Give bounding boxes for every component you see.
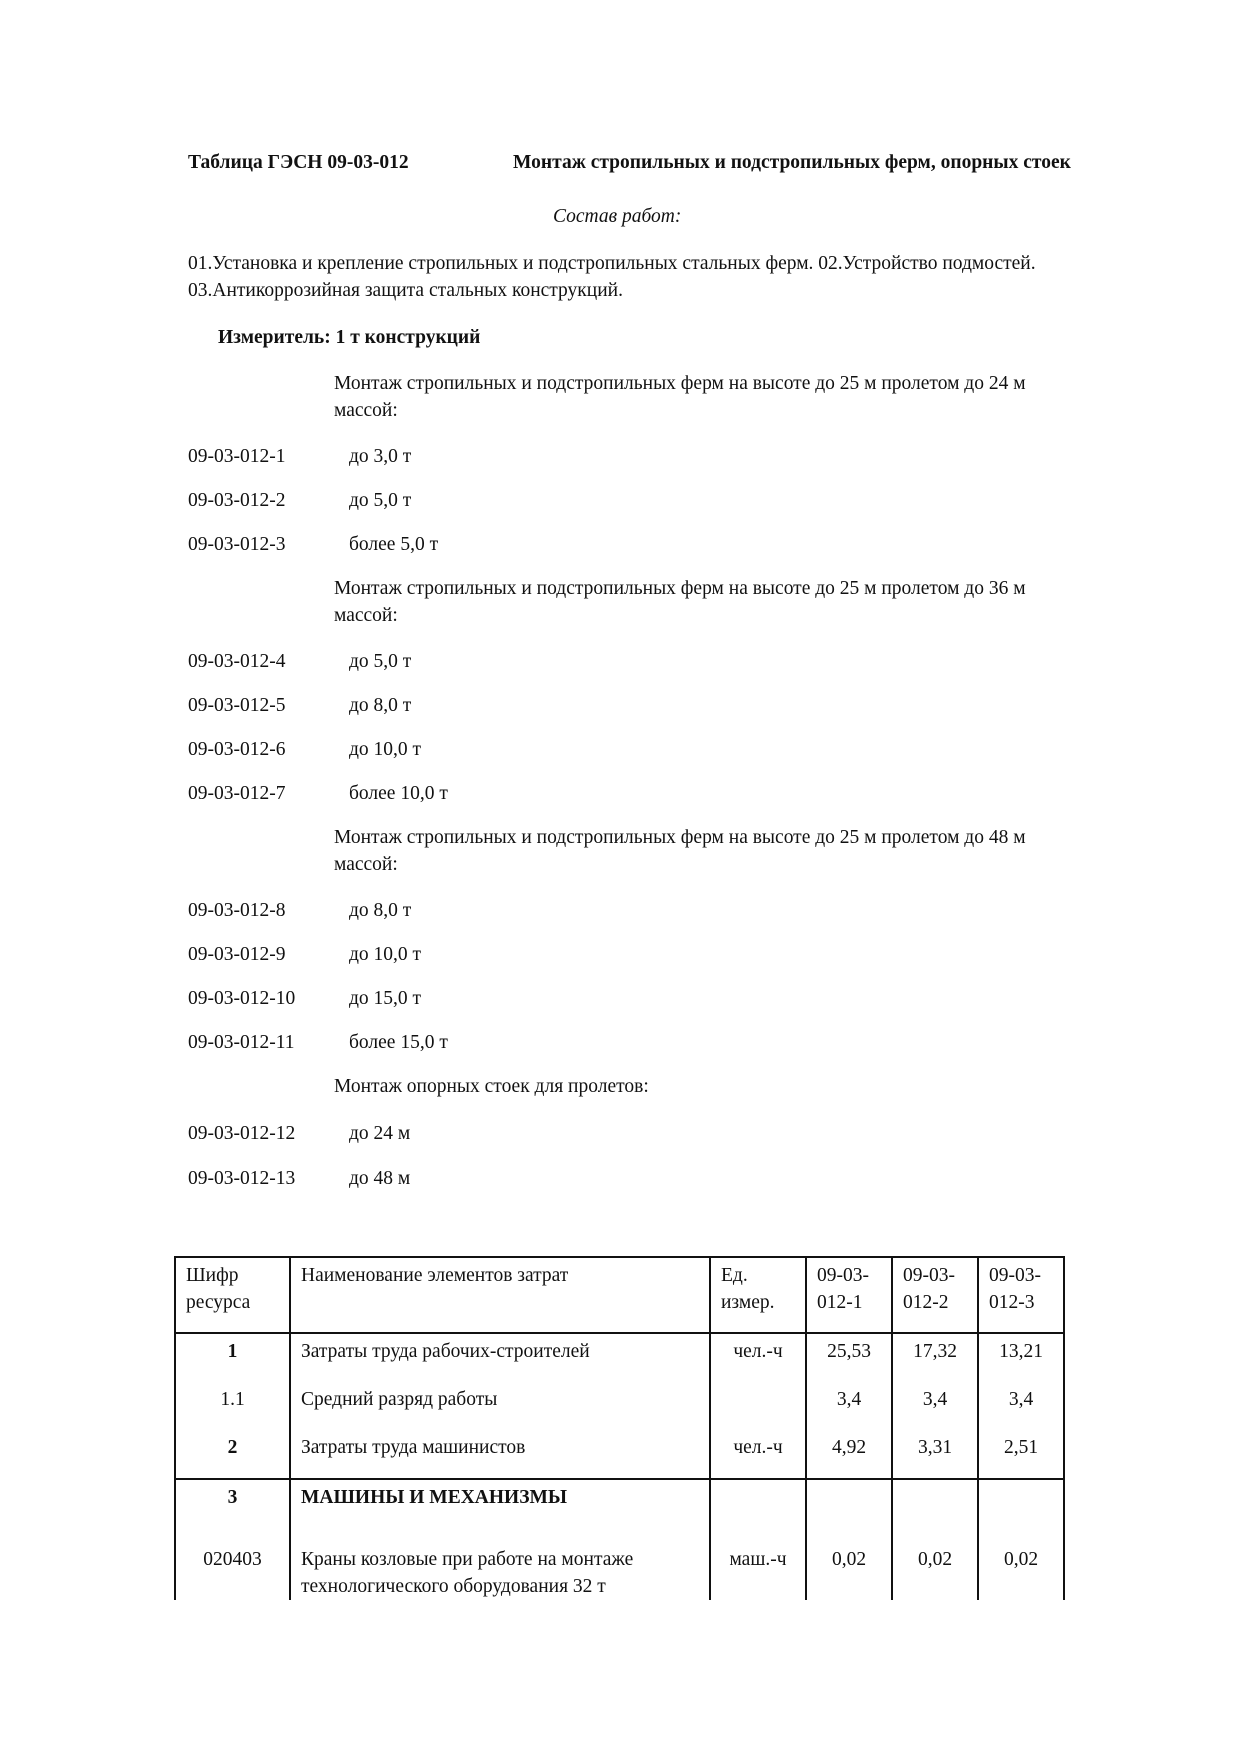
item-code: 09-03-012-12 [188, 1123, 296, 1144]
value-cell: 3,31 [892, 1430, 978, 1479]
item-code: 09-03-012-2 [188, 490, 286, 511]
item-code: 09-03-012-4 [188, 651, 286, 672]
table-header-row [175, 1257, 1064, 1333]
value-cell: 0,02 [978, 1528, 1064, 1616]
item-desc: до 24 м [349, 1123, 411, 1144]
item-desc: до 10,0 т [349, 944, 422, 965]
item-code: 09-03-012-5 [188, 695, 286, 716]
item-desc: более 5,0 т [349, 534, 439, 555]
value-cell [892, 1479, 978, 1528]
column-header: 09-03-012-3 [978, 1257, 1064, 1333]
item-desc: до 8,0 т [349, 900, 412, 921]
page-bottom-margin [0, 1600, 1240, 1760]
value-cell: 0,02 [806, 1528, 892, 1616]
column-header: 09-03-012-1 [806, 1257, 892, 1333]
composition-label: Состав работ: [553, 206, 682, 227]
resource-name: Краны козловые при работе на монтаже технологического оборудования 32 т [290, 1528, 710, 1616]
resource-name: Затраты труда рабочих-строителей [290, 1333, 710, 1382]
value-cell: 25,53 [806, 1333, 892, 1382]
resource-code: 1.1 [175, 1382, 290, 1430]
item-code: 09-03-012-6 [188, 739, 286, 760]
item-desc: до 5,0 т [349, 651, 412, 672]
resource-unit: чел.-ч [710, 1430, 806, 1479]
value-cell [978, 1479, 1064, 1528]
group-title: Монтаж стропильных и подстропильных ферм на высоте до 25 м пролетом до 48 м массой: [334, 827, 1026, 875]
value-cell [806, 1479, 892, 1528]
item-desc: более 15,0 т [349, 1032, 448, 1053]
value-cell: 13,21 [978, 1333, 1064, 1382]
item-code: 09-03-012-8 [188, 900, 286, 921]
table-row [175, 1333, 1064, 1382]
item-desc: до 15,0 т [349, 988, 422, 1009]
column-header: 09-03-012-2 [892, 1257, 978, 1333]
table-row [175, 1479, 1064, 1528]
item-code: 09-03-012-10 [188, 988, 296, 1009]
table-row [175, 1382, 1064, 1430]
item-desc: до 10,0 т [349, 739, 422, 760]
item-code: 09-03-012-1 [188, 446, 286, 467]
resource-code: 3 [175, 1479, 290, 1528]
item-code: 09-03-012-11 [188, 1032, 295, 1053]
item-code: 09-03-012-13 [188, 1168, 296, 1189]
resource-code: 2 [175, 1430, 290, 1479]
measure-unit: Измеритель: 1 т конструкций [218, 327, 481, 348]
value-cell: 2,51 [978, 1430, 1064, 1479]
item-desc: до 8,0 т [349, 695, 412, 716]
value-cell: 3,4 [892, 1382, 978, 1430]
document-title: Монтаж стропильных и подстропильных ферм, опорных стоек [513, 152, 1071, 173]
item-desc: более 10,0 т [349, 783, 448, 804]
table-id: Таблица ГЭСН 09-03-012 [188, 152, 409, 173]
column-header: Шифр ресурса [175, 1257, 290, 1333]
value-cell: 4,92 [806, 1430, 892, 1479]
resource-unit [710, 1479, 806, 1528]
resource-name: Средний разряд работы [290, 1382, 710, 1430]
item-code: 09-03-012-7 [188, 783, 286, 804]
resource-code: 020403 [175, 1528, 290, 1616]
item-desc: до 3,0 т [349, 446, 412, 467]
item-code: 09-03-012-9 [188, 944, 286, 965]
group-title: Монтаж стропильных и подстропильных ферм на высоте до 25 м пролетом до 24 м массой: [334, 373, 1026, 421]
resource-unit: маш.-ч [710, 1528, 806, 1616]
value-cell: 3,4 [806, 1382, 892, 1430]
value-cell: 0,02 [892, 1528, 978, 1616]
section-title: МАШИНЫ И МЕХАНИЗМЫ [290, 1479, 710, 1528]
value-cell: 3,4 [978, 1382, 1064, 1430]
value-cell: 17,32 [892, 1333, 978, 1382]
table-row [175, 1430, 1064, 1479]
column-header: Ед. измер. [710, 1257, 806, 1333]
item-code: 09-03-012-3 [188, 534, 286, 555]
group-title: Монтаж опорных стоек для пролетов: [334, 1076, 649, 1097]
column-header: Наименование элементов затрат [290, 1257, 710, 1333]
item-desc: до 48 м [349, 1168, 411, 1189]
resource-unit: чел.-ч [710, 1333, 806, 1382]
item-desc: до 5,0 т [349, 490, 412, 511]
resource-code: 1 [175, 1333, 290, 1382]
group-title: Монтаж стропильных и подстропильных ферм на высоте до 25 м пролетом до 36 м массой: [334, 578, 1026, 626]
resource-name: Затраты труда машинистов [290, 1430, 710, 1479]
composition-text: 01.Установка и крепление стропильных и подстропильных стальных ферм. 02.Устройство подмостей. 03.Антикоррозийная защита стальных конструкций. [188, 253, 1036, 301]
resource-unit [710, 1382, 806, 1430]
